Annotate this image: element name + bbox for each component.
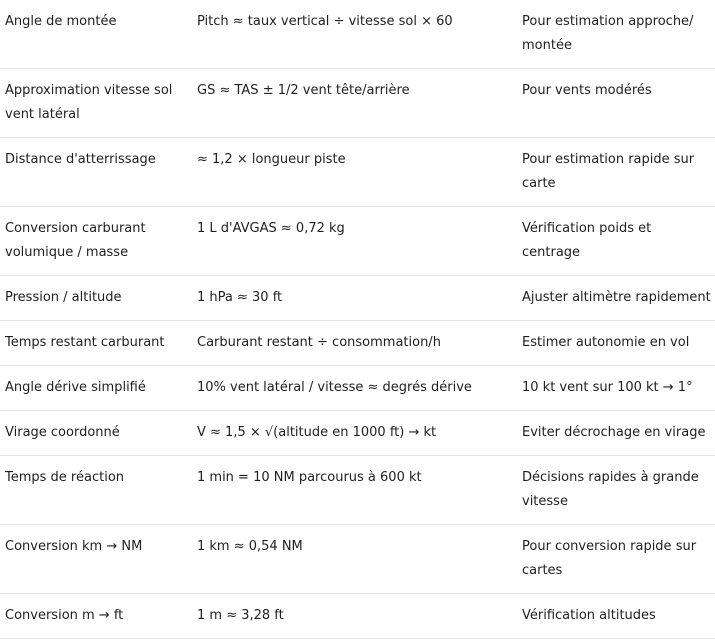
table-row [0,276,715,321]
row-formula: 1 min = 10 NM parcourus à 600 kt [197,470,422,485]
row-usage: Eviter décrochage en virage [522,425,706,440]
row-title: Temps de réaction [5,470,125,485]
row-usage: Pour estimation approche/ montée [522,14,694,53]
row-formula: Pitch ≈ taux vertical ÷ vitesse sol × 60 [197,14,453,29]
row-usage: Vérification altitudes [522,608,656,623]
table-row [0,366,715,411]
row-usage: Pour estimation rapide sur carte [522,152,695,191]
table-row [0,207,715,276]
row-usage: Ajuster altimètre rapidement [522,290,711,305]
row-usage: Décisions rapides à grande vitesse [522,470,699,509]
table-row [0,138,715,207]
table-row [0,321,715,366]
row-title: Temps restant carburant [5,335,165,350]
row-usage: 10 kt vent sur 100 kt → 1° [522,380,693,395]
table-row [0,0,715,69]
row-title: Angle de montée [5,14,117,29]
row-title: Angle dérive simplifié [5,380,146,395]
row-title: Conversion carburant volumique / masse [5,221,146,260]
row-formula: 1 m ≈ 3,28 ft [197,608,284,623]
row-formula: ≈ 1,2 × longueur piste [197,152,346,167]
row-title: Conversion m → ft [5,608,124,623]
row-usage: Vérification poids et centrage [522,221,652,260]
table-row [0,411,715,456]
row-title: Virage coordonné [5,425,120,440]
row-usage: Pour vents modérés [522,83,652,98]
row-formula: 1 km ≈ 0,54 NM [197,539,303,554]
row-formula: 1 hPa ≈ 30 ft [197,290,283,305]
row-formula: 10% vent latéral / vitesse ≈ degrés dérive [197,380,472,395]
row-usage: Estimer autonomie en vol [522,335,690,350]
table-row [0,456,715,525]
row-title: Distance d'atterrissage [5,152,156,167]
table-row [0,594,715,639]
row-title: Pression / altitude [5,290,122,305]
row-formula: Carburant restant ÷ consommation/h [197,335,441,350]
table-row [0,69,715,138]
row-title: Conversion km → NM [5,539,143,554]
table-row [0,525,715,594]
row-usage: Pour conversion rapide sur cartes [522,539,697,578]
row-title: Approximation vitesse sol vent latéral [5,83,173,122]
row-formula: V ≈ 1,5 × √(altitude en 1000 ft) → kt [197,425,437,440]
row-formula: 1 L d'AVGAS ≈ 0,72 kg [197,221,345,236]
row-formula: GS ≈ TAS ± 1/2 vent tête/arrière [197,83,410,98]
